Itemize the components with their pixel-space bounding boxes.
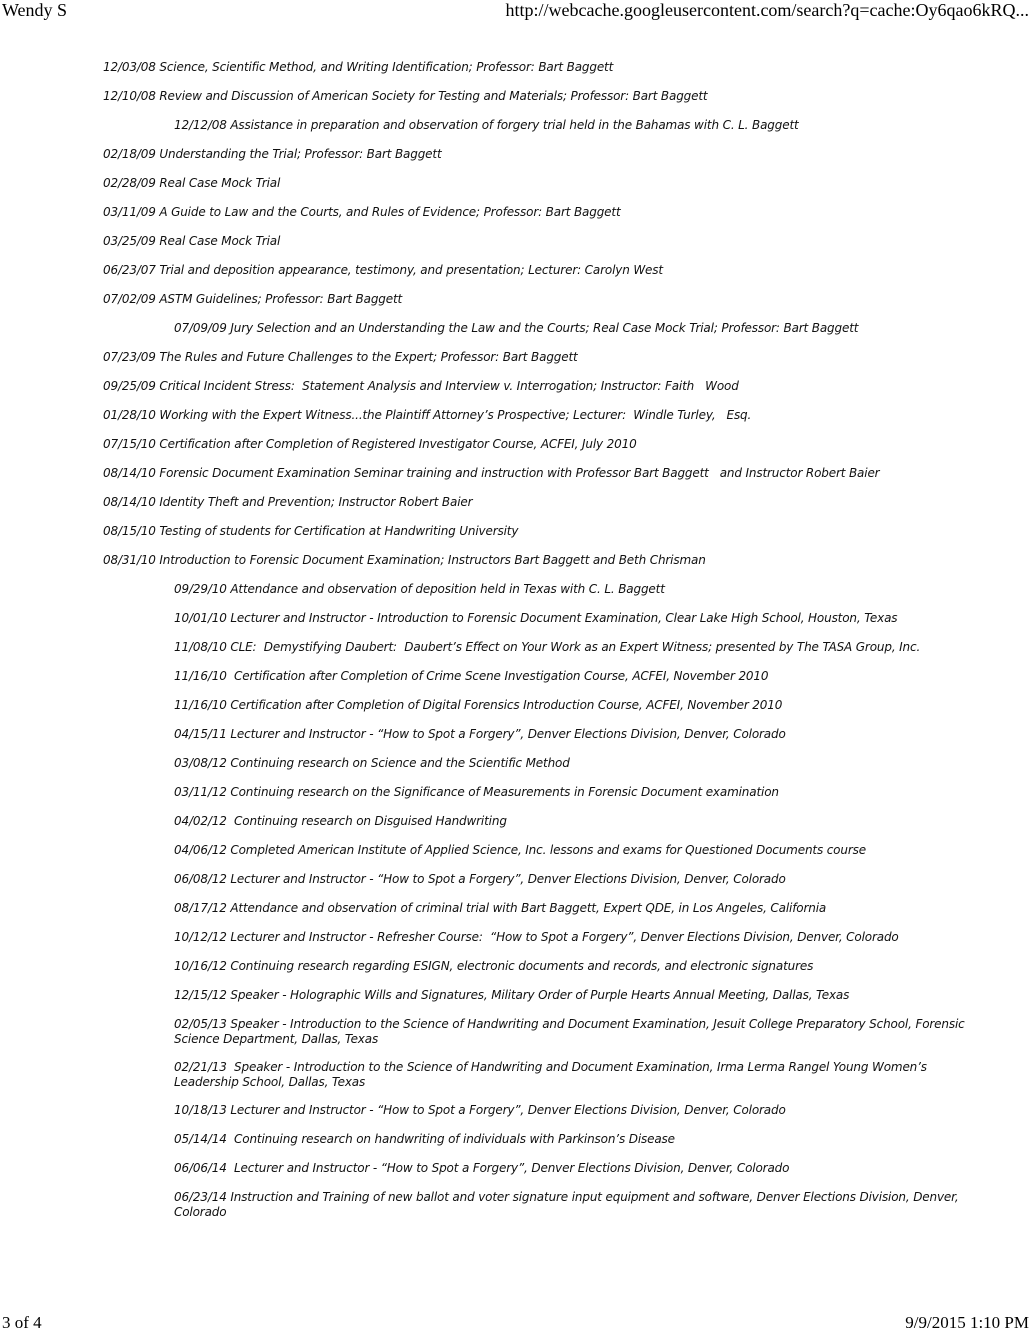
entry-38: 06/06/14 Lecturer and Instructor - “How to Spot a Forgery”, Denver Elections Division, Denver, Colorado [174,1161,790,1175]
entry-21: 11/08/10 CLE: Demystifying Daubert: Daubert’s Effect on Your Work as an Expert Witness; presented by The TASA Group, Inc. [174,640,921,654]
entry-2: 12/10/08 Review and Discussion of American Society for Testing and Materials; Professor: Bart Baggett [103,89,708,103]
entry-18: 08/31/10 Introduction to Forensic Document Examination; Instructors Bart Baggett and Beth Chrisman [103,553,706,567]
header-title: Wendy S [2,0,68,20]
entry-16: 08/14/10 Identity Theft and Prevention; Instructor Robert Baier [103,495,473,509]
entry-9: 07/02/09 ASTM Guidelines; Professor: Bart Baggett [103,292,403,306]
entry-7: 03/25/09 Real Case Mock Trial [103,234,281,248]
print-timestamp: 9/9/2015 1:10 PM [905,1313,1029,1332]
entry-37: 05/14/14 Continuing research on handwriting of individuals with Parkinson’s Disease [174,1132,675,1146]
entry-14: 07/15/10 Certification after Completion of Registered Investigator Course, ACFEI, July 2010 [103,437,637,451]
entry-32: 10/16/12 Continuing research regarding ESIGN, electronic documents and records, and electronic signatures [174,959,814,973]
entry-39: 06/23/14 Instruction and Training of new ballot and voter signature input equipment and software, Denver Elections Division, Denver, Colorado [174,1190,963,1219]
entry-34: 02/05/13 Speaker - Introduction to the Science of Handwriting and Document Examination, Jesuit College Preparatory School, Forensic Science Department, Dallas, Texas [174,1017,969,1046]
header-url: http://webcache.googleusercontent.com/search?q=cache:Oy6qao6kRQ... [505,0,1029,20]
entry-19: 09/29/10 Attendance and observation of deposition held in Texas with C. L. Baggett [174,582,665,596]
entry-33: 12/15/12 Speaker - Holographic Wills and Signatures, Military Order of Purple Hearts Annual Meeting, Dallas, Texas [174,988,850,1002]
entry-13: 01/28/10 Working with the Expert Witness...the Plaintiff Attorney’s Prospective; Lecturer: Windle Turley, Esq. [103,408,752,422]
entry-30: 08/17/12 Attendance and observation of criminal trial with Bart Baggett, Expert QDE, in Los Angeles, California [174,901,827,915]
entry-5: 02/28/09 Real Case Mock Trial [103,176,281,190]
entry-31: 10/12/12 Lecturer and Instructor - Refresher Course: “How to Spot a Forgery”, Denver Elections Division, Denver, Colorado [174,930,899,944]
entry-25: 03/08/12 Continuing research on Science and the Scientific Method [174,756,570,770]
entry-15: 08/14/10 Forensic Document Examination Seminar training and instruction with Professor Bart Baggett and Instructor Robert Baier [103,466,880,480]
entry-4: 02/18/09 Understanding the Trial; Professor: Bart Baggett [103,147,442,161]
entry-23: 11/16/10 Certification after Completion of Digital Forensics Introduction Course, ACFEI, November 2010 [174,698,783,712]
entry-20: 10/01/10 Lecturer and Instructor - Introduction to Forensic Document Examination, Clear Lake High School, Houston, Texas [174,611,898,625]
entry-12: 09/25/09 Critical Incident Stress: Statement Analysis and Interview v. Interrogation; Instructor: Faith Wood [103,379,739,393]
entry-17: 08/15/10 Testing of students for Certification at Handwriting University [103,524,519,538]
entry-26: 03/11/12 Continuing research on the Significance of Measurements in Forensic Document examination [174,785,779,799]
entry-10: 07/09/09 Jury Selection and an Understanding the Law and the Courts; Real Case Mock Trial; Professor: Bart Baggett [174,321,859,335]
page-header [0,0,1031,24]
entry-22: 11/16/10 Certification after Completion of Crime Scene Investigation Course, ACFEI, November 2010 [174,669,769,683]
entry-1: 12/03/08 Science, Scientific Method, and Writing Identification; Professor: Bart Baggett [103,60,614,74]
entry-28: 04/06/12 Completed American Institute of Applied Science, Inc. lessons and exams for Questioned Documents course [174,843,866,857]
entry-3: 12/12/08 Assistance in preparation and observation of forgery trial held in the Bahamas with C. L. Baggett [174,118,799,132]
entry-24: 04/15/11 Lecturer and Instructor - “How to Spot a Forgery”, Denver Elections Division, Denver, Colorado [174,727,786,741]
page-footer [0,1313,1031,1334]
entry-36: 10/18/13 Lecturer and Instructor - “How to Spot a Forgery”, Denver Elections Division, Denver, Colorado [174,1103,786,1117]
entry-6: 03/11/09 A Guide to Law and the Courts, and Rules of Evidence; Professor: Bart Baggett [103,205,621,219]
entry-27: 04/02/12 Continuing research on Disguised Handwriting [174,814,507,828]
entry-29: 06/08/12 Lecturer and Instructor - “How to Spot a Forgery”, Denver Elections Division, Denver, Colorado [174,872,786,886]
page-number: 3 of 4 [2,1313,42,1332]
entry-35: 02/21/13 Speaker - Introduction to the Science of Handwriting and Document Examination, Irma Lerma Rangel Young Women’s Leadership School, Dallas, Texas [174,1060,931,1089]
entry-11: 07/23/09 The Rules and Future Challenges to the Expert; Professor: Bart Baggett [103,350,578,364]
entry-8: 06/23/07 Trial and deposition appearance, testimony, and presentation; Lecturer: Carolyn West [103,263,663,277]
